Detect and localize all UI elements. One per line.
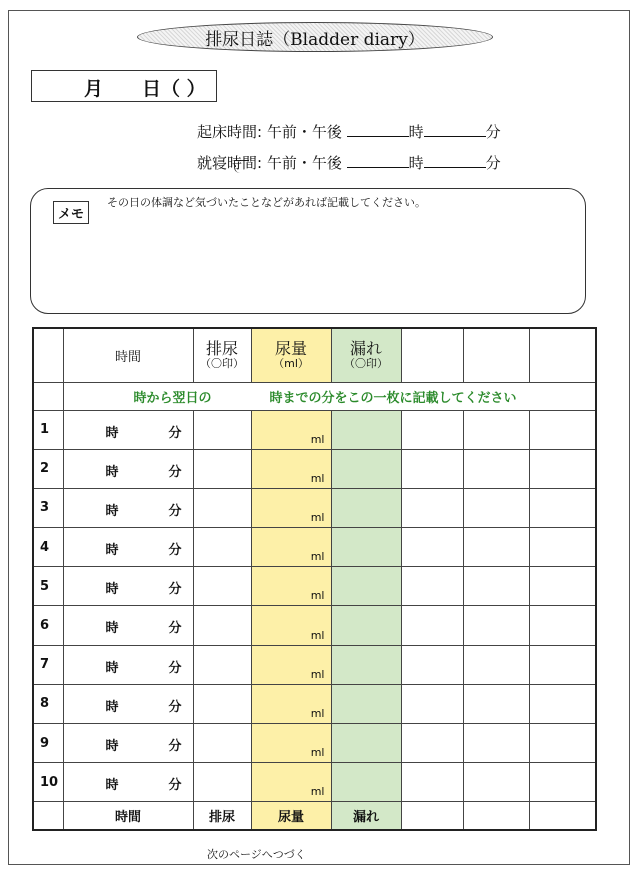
hour-label: 時 [105,543,119,559]
minute-label: 分 [168,621,182,637]
sleep-time-row [197,152,501,173]
day-label: 日（ ） [142,78,206,100]
memo-label: メモ [53,201,89,224]
hour-label: 時 [105,582,119,598]
hour-label: 時 [105,425,119,441]
row-number: 3 [33,488,63,527]
leak-cell[interactable] [331,684,401,723]
minute-label: 分 [168,739,182,754]
volume-cell[interactable] [251,528,331,567]
hour-label: 時 [105,621,119,637]
leak-cell[interactable] [331,410,401,449]
time-cell[interactable] [63,645,193,684]
time-cell[interactable] [63,684,193,723]
extra-cell-3[interactable] [529,606,596,645]
diary-rows [33,410,596,802]
extra-cell-1[interactable] [401,606,463,645]
header-extra-2 [463,328,529,382]
header-volume-label: 尿量 [274,339,307,359]
footer-num-cell [33,802,63,830]
minute-label: 分 [168,699,182,715]
hour-label: 時 [105,739,119,754]
instruction-row [33,382,596,410]
extra-cell-1[interactable] [401,449,463,488]
minute-label: 分 [168,660,182,676]
diary-row [33,763,596,802]
extra-cell-2[interactable] [463,567,529,606]
footer-extra-3 [529,802,596,830]
row-number: 8 [33,684,63,723]
leak-cell[interactable] [331,606,401,645]
extra-cell-2[interactable] [463,410,529,449]
time-cell[interactable] [63,763,193,802]
row-number: 10 [33,763,63,802]
extra-cell-2[interactable] [463,606,529,645]
header-time: 時間 [63,328,193,382]
instruction-text-a: 時から翌日の [133,390,212,406]
hour-label: 時 [105,699,119,715]
ml-unit: ml [310,667,325,681]
hour-label: 時 [105,778,119,794]
footer-extra-1 [401,802,463,830]
footer-leak: 漏れ [331,802,401,830]
time-cell[interactable] [63,449,193,488]
header-volume-sub: （ml） [273,357,309,371]
volume-cell[interactable] [251,488,331,527]
diary-table [32,327,597,831]
minute-label: 分 [168,425,182,441]
month-label: 月 [84,78,104,100]
diary-row [33,684,596,723]
wake-time-row [197,121,501,142]
ml-unit: ml [310,746,325,760]
sleep-label: 就寝時間: [197,154,263,172]
sleep-hour-label: 時 [408,154,424,172]
urination-cell[interactable] [193,684,251,723]
minute-label: 分 [168,582,182,598]
volume-cell[interactable] [251,606,331,645]
volume-cell[interactable] [251,567,331,606]
extra-cell-1[interactable] [401,528,463,567]
header-urination-label: 排尿 [205,339,238,359]
diary-row [33,724,596,763]
ml-unit: ml [310,550,325,564]
time-cell[interactable] [63,567,193,606]
header-urination-sub: （〇印） [200,357,244,371]
wake-hour-field[interactable] [347,122,409,137]
page-title: 排尿日誌（Bladder diary） [205,29,425,50]
extra-cell-1[interactable] [401,567,463,606]
time-cell[interactable] [63,410,193,449]
sleep-minute-field[interactable] [424,153,486,168]
continue-note: 次のページへつづく [207,848,306,861]
minute-label: 分 [168,543,182,559]
diary-row [33,449,596,488]
ml-unit: ml [310,785,325,799]
footer-row [33,802,596,830]
header-urination [193,328,251,382]
extra-cell-1[interactable] [401,724,463,763]
memo-instruction: その日の体調など気づいたことなどがあれば記載してください。 [107,196,426,209]
hour-label: 時 [105,464,119,480]
time-cell[interactable] [63,528,193,567]
row-number: 2 [33,449,63,488]
time-cell[interactable] [63,724,193,763]
hour-label: 時 [105,660,119,676]
volume-cell[interactable] [251,645,331,684]
header-num-cell [33,328,63,382]
header-leak-label: 漏れ [349,339,382,359]
header-volume [251,328,331,382]
extra-cell-2[interactable] [463,684,529,723]
ml-unit: ml [310,511,325,525]
ml-unit: ml [310,432,325,446]
extra-cell-1[interactable] [401,488,463,527]
title-banner [137,22,493,52]
volume-cell[interactable] [251,763,331,802]
footer-urination: 排尿 [193,802,251,830]
memo-box[interactable] [30,188,586,314]
diary-row [33,645,596,684]
leak-cell[interactable] [331,528,401,567]
hour-label: 時 [105,503,119,519]
wake-minute-field[interactable] [424,122,486,137]
volume-cell[interactable] [251,449,331,488]
diary-row [33,567,596,606]
sleep-ampm: 午前・午後 [266,154,342,172]
extra-cell-3[interactable] [529,724,596,763]
extra-cell-3[interactable] [529,763,596,802]
urination-cell[interactable] [193,449,251,488]
date-box[interactable] [31,70,217,102]
header-leak-sub: （〇印） [344,357,388,371]
extra-cell-3[interactable] [529,567,596,606]
ml-unit: ml [310,707,325,720]
extra-cell-3[interactable] [529,528,596,567]
instruction-num-cell [33,382,63,410]
ml-unit: ml [310,589,325,603]
extra-cell-3[interactable] [529,684,596,723]
extra-cell-3[interactable] [529,488,596,527]
diary-row [33,606,596,645]
urination-cell[interactable] [193,528,251,567]
leak-cell[interactable] [331,449,401,488]
row-number: 6 [33,606,63,645]
time-cell[interactable] [63,488,193,527]
ml-unit: ml [310,628,325,642]
urination-cell[interactable] [193,567,251,606]
extra-cell-2[interactable] [463,488,529,527]
row-number: 1 [33,410,63,449]
wake-ampm: 午前・午後 [266,123,342,141]
row-number: 9 [33,724,63,763]
footer-time: 時間 [63,802,193,830]
extra-cell-1[interactable] [401,645,463,684]
footer-volume: 尿量 [251,802,331,830]
extra-cell-3[interactable] [529,645,596,684]
row-number: 7 [33,645,63,684]
leak-cell[interactable] [331,488,401,527]
wake-hour-label: 時 [408,123,424,141]
ml-unit: ml [310,471,325,485]
sleep-hour-field[interactable] [347,153,409,168]
leak-cell[interactable] [331,763,401,802]
leak-cell[interactable] [331,567,401,606]
urination-cell[interactable] [193,724,251,763]
row-number: 4 [33,528,63,567]
extra-cell-2[interactable] [463,724,529,763]
urination-cell[interactable] [193,410,251,449]
volume-cell[interactable] [251,724,331,763]
extra-cell-2[interactable] [463,763,529,802]
row-number: 5 [33,567,63,606]
instruction-text-b: 時までの分をこの一枚に記載してください [269,390,517,406]
extra-cell-2[interactable] [463,449,529,488]
volume-cell[interactable] [251,684,331,723]
header-extra-1 [401,328,463,382]
time-cell[interactable] [63,606,193,645]
wake-minute-label: 分 [485,123,501,141]
instruction-cell [63,382,596,410]
minute-label: 分 [168,464,182,480]
urination-cell[interactable] [193,606,251,645]
urination-cell[interactable] [193,763,251,802]
extra-cell-3[interactable] [529,410,596,449]
diary-row [33,410,596,449]
footer-extra-2 [463,802,529,830]
diary-row [33,488,596,527]
extra-cell-1[interactable] [401,684,463,723]
urination-cell[interactable] [193,645,251,684]
leak-cell[interactable] [331,724,401,763]
minute-label: 分 [168,503,182,519]
volume-cell[interactable] [251,410,331,449]
minute-label: 分 [168,778,182,794]
header-extra-3 [529,328,596,382]
extra-cell-2[interactable] [463,528,529,567]
extra-cell-2[interactable] [463,645,529,684]
wake-label: 起床時間: [197,123,263,141]
leak-cell[interactable] [331,645,401,684]
extra-cell-1[interactable] [401,763,463,802]
header-leak [331,328,401,382]
extra-cell-1[interactable] [401,410,463,449]
urination-cell[interactable] [193,488,251,527]
extra-cell-3[interactable] [529,449,596,488]
sleep-minute-label: 分 [485,154,501,172]
header-row [33,328,596,382]
diary-row [33,528,596,567]
